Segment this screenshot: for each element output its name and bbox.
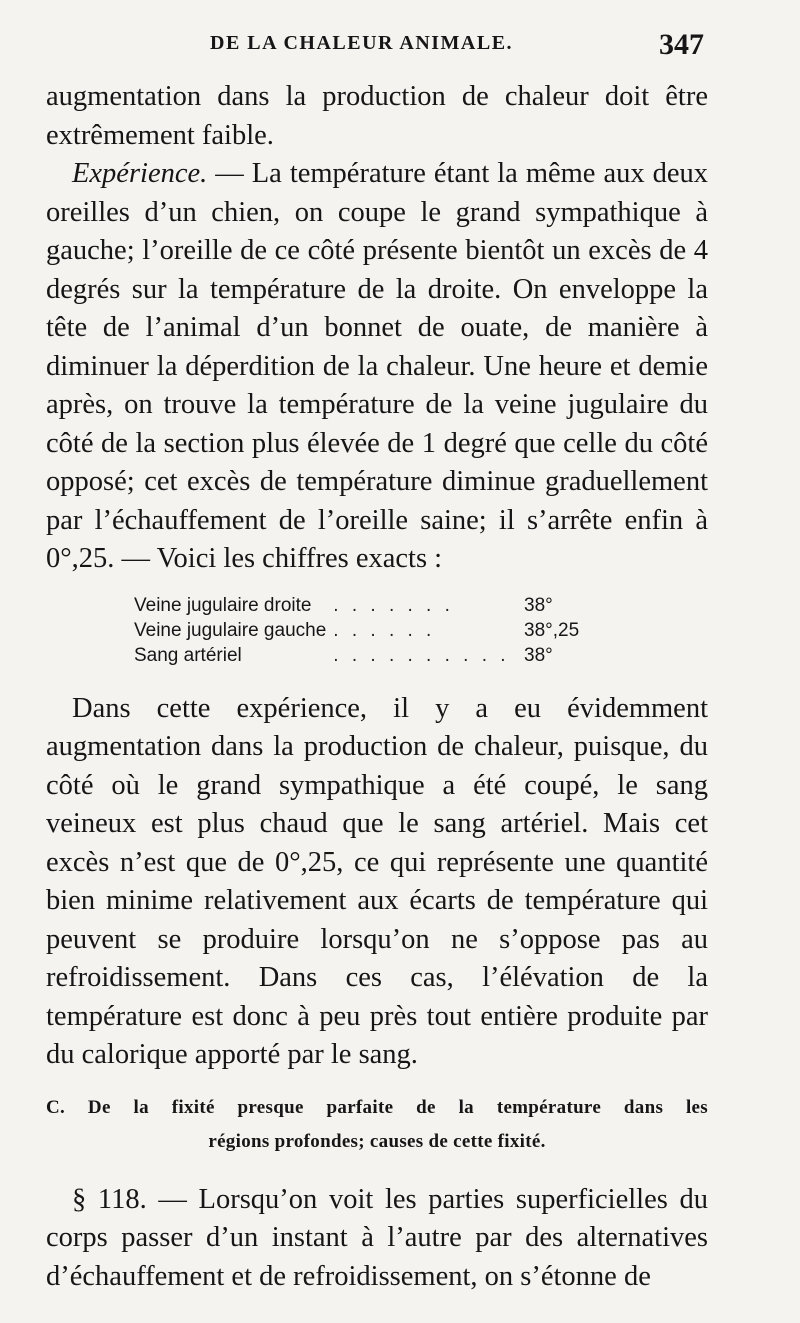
row-value: 38° bbox=[524, 644, 553, 666]
section-heading bbox=[46, 1091, 708, 1159]
table-row bbox=[134, 593, 604, 618]
row-value: 38° bbox=[524, 594, 553, 616]
section-heading-line1: C. De la fixité presque parfaite de la température dans les bbox=[46, 1096, 708, 1118]
page-header bbox=[0, 28, 800, 68]
running-title: DE LA CHALEUR ANIMALE. bbox=[210, 32, 514, 54]
page-number: 347 bbox=[659, 28, 704, 61]
experiment-label: Expérience. bbox=[72, 158, 208, 189]
row-leader-dots: . . . . . . bbox=[333, 619, 436, 641]
section-heading-line2: régions profondes; causes de cette fixité. bbox=[208, 1130, 546, 1152]
paragraph-section-118: § 118. — Lorsqu’on voit les parties superficielles du corps passer d’un instant à l’autre par des alternatives d’échauffement et de refroidissement, on s’étonne de bbox=[46, 1183, 708, 1292]
row-label: Sang artériel bbox=[134, 644, 242, 666]
paragraph-discussion: Dans cette expérience, il y a eu évidemment augmentation dans la production de chaleur, puisque, du côté où le grand sympathique a été coupé, le sang veineux est plus chaud que le sang artériel. Mais cet excès n’est que de 0°,25, ce qui représente une quantité bien minime relativement aux écarts de température qui peuvent se produire lorsqu’on ne s’oppose pas au refroidissement. Dans ces cas, l’élévation de la température est donc à peu près tout entière produite par du calorique apporté par le sang. bbox=[46, 692, 708, 1070]
experiment-text: — La température étant la même aux deux oreilles d’un chien, on coupe le grand sympathique à gauche; l’oreille de ce côté présente bientôt un excès de 4 degrés sur la température de la droite. On enveloppe la tête de l’animal d’un bonnet de ouate, de manière à diminuer la déperdition de la chaleur. Une heure et demie après, on trouve la température de la veine jugulaire du côté de la section plus élevée de 1 degré que celle du côté opposé; cet excès de température diminue graduellement par l’échauffement de l’oreille saine; il s’arrête enfin à 0°,25. — Voici les chiffres exacts : bbox=[46, 158, 708, 574]
table-row bbox=[134, 643, 604, 668]
row-leader-dots: . . . . . . . bbox=[333, 594, 454, 616]
paragraph-experiment bbox=[46, 155, 708, 579]
table-row bbox=[134, 618, 604, 643]
temperature-table bbox=[134, 593, 604, 668]
row-leader-dots: . . . . . . . . . . bbox=[333, 644, 510, 666]
row-label: Veine jugulaire droite bbox=[134, 594, 312, 616]
row-value: 38°,25 bbox=[524, 619, 580, 641]
page-body bbox=[46, 78, 708, 1296]
row-label: Veine jugulaire gauche bbox=[134, 619, 327, 641]
paragraph-continuation: augmentation dans la production de chaleur doit être extrêmement faible. bbox=[46, 81, 708, 151]
